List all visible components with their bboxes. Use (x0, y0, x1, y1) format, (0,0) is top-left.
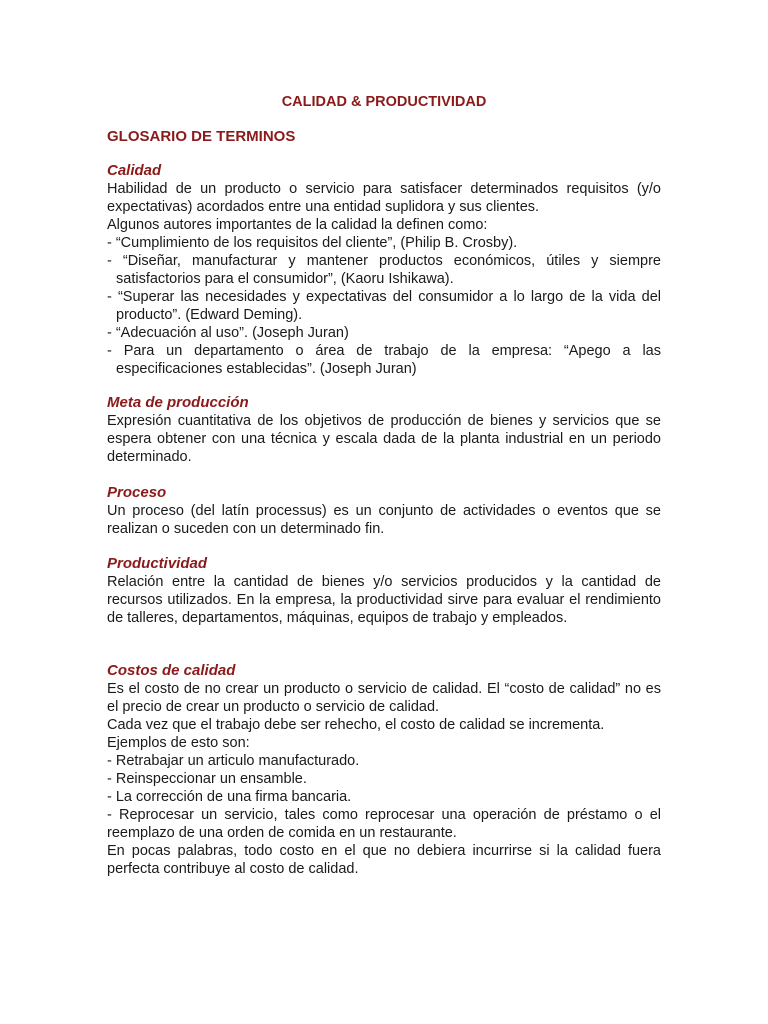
list-item: - Reprocesar un servicio, tales como reprocesar una operación de préstamo o el reemplazo de una orden de comida en un restaurante. (107, 807, 661, 841)
term-heading: Calidad (107, 162, 162, 179)
section-calidad (107, 162, 661, 378)
section-meta-de-produccion (107, 394, 661, 466)
list-item: - “Cumplimiento de los requisitos del cliente”, (Philip B. Crosby). (107, 235, 518, 251)
list-item: - “Diseñar, manufacturar y mantener productos económicos, útiles y siempre satisfactorios para el consumidor”, (Kaoru Ishikawa). (107, 253, 661, 287)
definition-paragraph: Ejemplos de esto son: (107, 735, 250, 751)
glossary-heading: GLOSARIO DE TERMINOS (107, 128, 296, 145)
term-heading: Proceso (107, 484, 167, 501)
term-heading: Productividad (107, 555, 208, 572)
definition-paragraph: Algunos autores importantes de la calidad la definen como: (107, 217, 488, 233)
list-item: - “Superar las necesidades y expectativas del consumidor a lo largo de la vida del producto”. (Edward Deming). (107, 289, 661, 323)
definition-paragraph: Habilidad de un producto o servicio para satisfacer determinados requisitos (y/o expectativas) acordados entre una entidad suplidora y sus clientes. (107, 181, 661, 215)
list-item: - “Adecuación al uso”. (Joseph Juran) (107, 325, 349, 341)
term-heading: Meta de producción (107, 394, 249, 411)
section-costos-de-calidad (107, 662, 661, 878)
term-heading: Costos de calidad (107, 662, 236, 679)
list-item: - La corrección de una firma bancaria. (107, 789, 352, 805)
definition-paragraph: Expresión cuantitativa de los objetivos de producción de bienes y servicios que se espera obtener con una técnica y escala dada de la planta industrial en un periodo determinado. (107, 413, 661, 465)
closing-paragraph: En pocas palabras, todo costo en el que no debiera incurrirse si la calidad fuera perfecta contribuye al costo de calidad. (107, 843, 661, 877)
section-productividad (107, 555, 661, 627)
list-item: - Retrabajar un articulo manufacturado. (107, 753, 360, 769)
document-title: CALIDAD & PRODUCTIVIDAD (281, 94, 487, 110)
list-item: - Para un departamento o área de trabajo de la empresa: “Apego a las especificaciones establecidas”. (Joseph Juran) (107, 343, 661, 377)
list-item: - Reinspeccionar un ensamble. (107, 771, 307, 787)
section-proceso (107, 484, 661, 538)
definition-paragraph: Relación entre la cantidad de bienes y/o servicios producidos y la cantidad de recursos utilizados. En la empresa, la productividad sirve para evaluar el rendimiento de talleres, departamentos, máquinas, equipos de trabajo y empleados. (107, 574, 661, 626)
definition-paragraph: Es el costo de no crear un producto o servicio de calidad. El “costo de calidad” no es el precio de crear un producto o servicio de calidad. (107, 681, 661, 715)
definition-paragraph: Cada vez que el trabajo debe ser rehecho, el costo de calidad se incrementa. (107, 717, 605, 733)
definition-paragraph: Un proceso (del latín processus) es un conjunto de actividades o eventos que se realizan o suceden con un determinado fin. (107, 503, 661, 537)
